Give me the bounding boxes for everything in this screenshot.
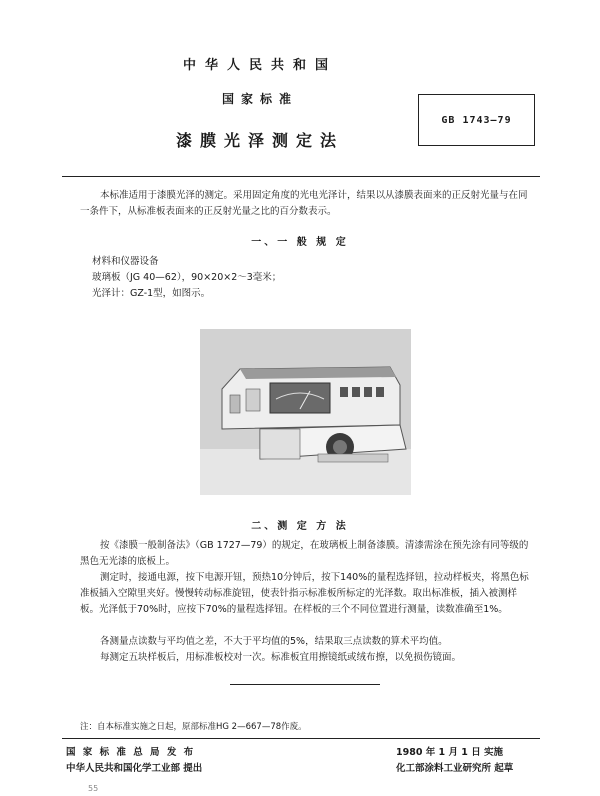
section-end-rule: [230, 684, 380, 685]
section2-paragraph-4: 每测定五块样板后，用标准板校对一次。标准板宜用擦镜纸或绒布擦，以免损伤镜面。: [100, 652, 462, 663]
section1-line-2: 玻璃板（JG 40—62），90×20×2～3毫米；: [92, 272, 282, 283]
top-divider: [62, 176, 540, 177]
section2-paragraph-3: 各测量点读数与平均值之差，不大于平均值的5%，结果取三点读数的算术平均值。: [100, 636, 448, 647]
intro-paragraph: 本标准适用于漆膜光泽的测定。采用固定角度的光电光泽计，结果以从漆膜表面来的正反射光量与在同一条件下，从标准板表面来的正反射光量之比的百分数表示。: [80, 190, 528, 217]
standard-code: GB 1743—79: [441, 114, 512, 126]
country-heading: 中华人民共和国: [182, 58, 337, 73]
glossmeter-image: [200, 329, 411, 495]
section1-line-3: 光泽计：GZ-1型，如图示。: [92, 288, 211, 299]
standard-code-box: [418, 94, 535, 146]
proposer-label: 中华人民共和国化学工业部 提出: [66, 763, 203, 774]
issuer-label: 国 家 标 准 总 局 发 布: [66, 747, 196, 758]
section1-heading: 一、一 般 规 定: [251, 237, 349, 248]
standard-type-heading: 国家标准: [221, 92, 298, 106]
section2-paragraph-1: 按《漆膜一般制备法》（GB 1727—79）的规定，在玻璃板上制备漆膜。清漆需涂在预先涂有同等级的黑色无光漆的底板上。: [80, 540, 529, 567]
section2-heading: 二、测 定 方 法: [251, 521, 349, 532]
footnote: 注：自本标准实施之日起，原部标准HG 2—667—78作废。: [80, 722, 307, 732]
effective-date: 1980 年 1 月 1 日 实施: [396, 747, 504, 758]
page-title: 漆膜光泽测定法: [175, 131, 344, 150]
page-number: 55: [88, 784, 99, 793]
section1-line-1: 材料和仪器设备: [92, 256, 159, 267]
drafter-label: 化工部涂料工业研究所 起草: [396, 763, 514, 774]
section2-paragraph-2: 测定时，接通电源，按下电源开钮，预热10分钟后，按下140%的量程选择钮，拉动样板夹，将黑色标准板插入空隙里夹好。慢慢转动标准旋钮，使表针指示标准板所标定的光泽数。取出标准板，插入被测样板。光泽低于70%时，应按下70%的量程选择钮。在样板的三个不同位置进行测量，读数准确至1%。: [80, 572, 529, 615]
footer-divider: [62, 738, 540, 739]
glossmeter-photo: [200, 329, 411, 495]
